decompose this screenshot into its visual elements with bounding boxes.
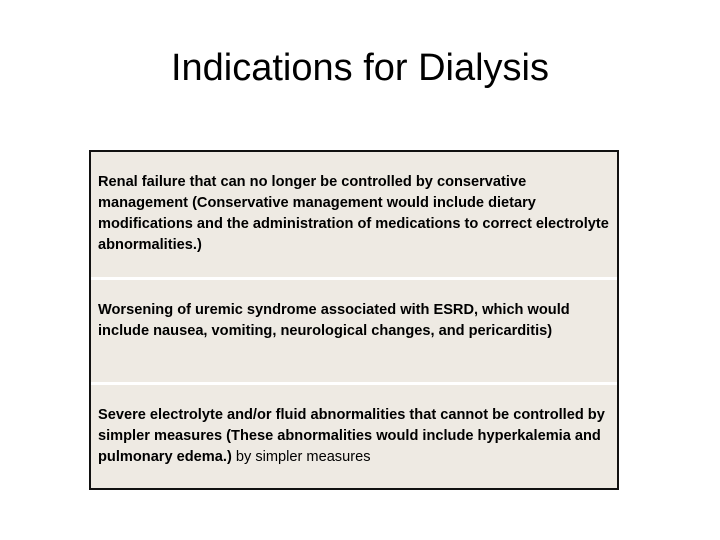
indication-text: Worsening of uremic syndrome associated with ESRD, which would include nausea, vomiting, neurological changes, and pericarditis) [98,302,570,339]
slide-title: Indications for Dialysis [170,47,550,89]
indication-row [91,382,617,488]
indication-text: Severe electrolyte and/or fluid abnormalities that cannot be controlled by simpler measures (These abnormalities would include hyperkalemia and pulmonary edema.) [98,407,605,465]
indication-row [91,277,617,382]
indications-table [89,150,619,490]
indication-row [91,152,617,277]
indication-text: Renal failure that can no longer be controlled by conservative management (Conservative management would include dietary modifications and the administration of medications to correct electrolyte abnormalities.) [98,174,609,253]
indication-text-suffix: by simpler measures [231,449,371,465]
